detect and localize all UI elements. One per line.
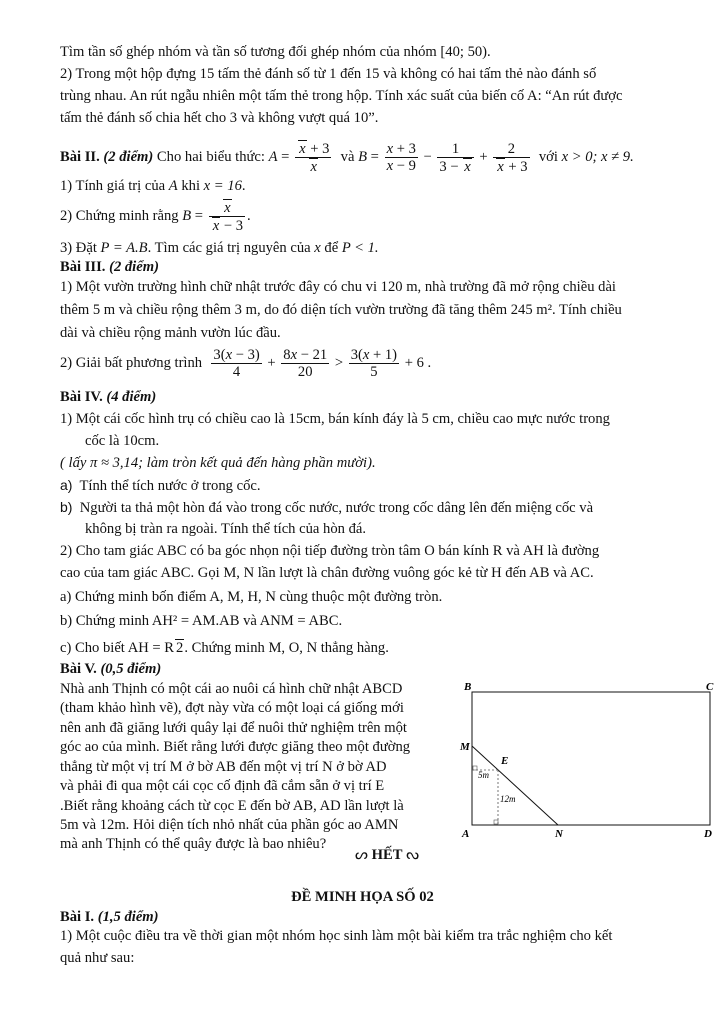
expr-A: $\frac{x + 3}{x}$ <box>295 140 331 175</box>
expr-B-term1: $\frac{x + 3}{x - 9}$ <box>386 141 416 175</box>
intro-line-3: trùng nhau. An rút ngẫu nhiên một tấm thẻ trong hộp. Tính xác suất của biến cố A: “An rút được <box>60 88 623 104</box>
bai3-line-1: 1) Một vườn trường hình chữ nhật trước đây có chu vi 120 m, nhà trường đã mở rộng chiều dài <box>60 279 616 295</box>
label-B: B <box>464 681 472 693</box>
expr-B-term2: $\frac{1}{3 - x}$ <box>437 141 473 175</box>
bai4-line-1: 1) Một cái cốc hình trụ có chiều cao là 15cm, bán kính đáy là 5 cm, chiều cao mực nước trong <box>60 411 610 427</box>
bai2-title: Bài II. <box>60 149 100 165</box>
bai4-header: Bài IV. (4 điểm) <box>60 389 157 405</box>
bai5-line: Nhà anh Thịnh có một cái ao nuôi cá hình chữ nhật ABCD <box>60 681 403 697</box>
bai2-lead: Cho hai biểu thức: <box>156 149 265 165</box>
right-angle-mark-2 <box>494 820 498 824</box>
bai2-q2: 2) Chứng minh rằng B = $\frac{x}{x - 3}$ . <box>60 200 251 235</box>
label-M: M <box>460 741 470 753</box>
bai2-and: và <box>340 149 355 165</box>
label-E: E <box>501 755 509 767</box>
bai5-line: (tham khảo hình vẽ), đợt này vừa có một loại cá giống mới <box>60 700 404 716</box>
bai5-line: góc ao của mình. Biết rằng lưới được giăng theo một đường <box>60 739 411 755</box>
bai5-header: Bài V. (0,5 điểm) <box>60 661 162 677</box>
right-angle-mark-1 <box>473 766 477 770</box>
de2-line-2: quả như sau: <box>60 950 135 966</box>
label-N: N <box>555 828 563 840</box>
ineq-term3: $\frac{3(x + 1)}{5}$ <box>350 347 398 381</box>
bai2-cond: x > 0; x ≠ 9. <box>561 149 634 165</box>
pond-figure <box>458 680 718 840</box>
net-line <box>472 746 558 825</box>
bai4-pb: b) Chứng minh AH² = AM.AB và ANM = ABC. <box>60 613 343 629</box>
bai4-line-2: cốc là 10cm. <box>85 433 160 449</box>
bai4-pc: c) Cho biết AH = R 2. Chứng minh M, O, N thẳng hàng. <box>60 640 389 656</box>
de2-heading: ĐỀ MINH HỌA SỐ 02 <box>291 889 434 905</box>
bai2-points: (2 điểm) <box>103 149 154 165</box>
bai3-line-2: thêm 5 m và chiều rộng thêm 3 m, do đó diện tích vườn trường đã tăng thêm 245 m². Tính chiều <box>60 302 622 318</box>
bai3-line-3: dài và chiều rộng mảnh vườn lúc đầu. <box>60 325 281 341</box>
bai4-pa: a) Chứng minh bốn điểm A, M, H, N cùng thuộc một đường tròn. <box>60 589 443 605</box>
bai4-part2-line-1: 2) Cho tam giác ABC có ba góc nhọn nội tiếp đường tròn tâm O bán kính R và AH là đường <box>60 543 600 559</box>
de2-line-1: 1) Một cuộc điều tra về thời gian một nhóm học sinh làm một bài kiểm tra trắc nghiệm cho kết <box>60 928 613 944</box>
bai2-q1: 1) Tính giá trị của A khi x = 16. <box>60 178 246 194</box>
bai3-header: Bài III. (2 điểm) <box>60 259 159 275</box>
label-D: D <box>704 828 712 840</box>
bai5-line: .Biết rằng khoảng cách từ cọc E đến bờ AB, AD lần lượt là <box>60 798 404 814</box>
bai4-note: ( lấy π ≈ 3,14; làm tròn kết quả đến hàng phần mười). <box>60 455 376 471</box>
bai2-q3: 3) Đặt P = A.B. Tìm các giá trị nguyên của x để P < 1. <box>60 240 379 256</box>
bai2-header: Bài II. (2 điểm) Cho hai biểu thức: A = $\frac{x + 3}{x}$ và B = $\frac{x + 3}{x - 9}$ − $\frac{1}{3 - x}$ + $\frac{2}{x + 3}$ với x > 0; x ≠ 9. <box>60 140 634 176</box>
label-12m: 12m <box>500 794 516 804</box>
expr-B-term3: $\frac{2}{x + 3}$ <box>493 141 529 175</box>
bai4-b1: b) Người ta thả một hòn đá vào trong cốc nước, nước trong cốc dâng lên đến miệng cốc và <box>60 499 594 516</box>
ineq-term2: $\frac{8x - 21}{20}$ <box>283 347 328 381</box>
bai3-q2: 2) Giải bất phương trình $\frac{3(x - 3)}{4}$ + $\frac{8x - 21}{20}$ > $\frac{3(x + 1)}{5}$ + 6 . <box>60 347 432 381</box>
bai5-line: nên anh đã giăng lưới quây lại để nuôi thử nghiệm trên một <box>60 720 407 736</box>
bai4-b2: không bị tràn ra ngoài. Tính thể tích của hòn đá. <box>85 521 366 537</box>
bai4-part2-line-2: cao của tam giác ABC. Gọi M, N lần lượt là chân đường vuông góc kẻ từ H đến AB và AC. <box>60 565 594 581</box>
bai5-line: mà anh Thịnh có thể quây được là bao nhiêu? <box>60 836 327 852</box>
label-A: A <box>462 828 470 840</box>
bai5-line: thẳng từ một vị trí M ở bờ AB đến một vị trí N ở bờ AD <box>60 759 387 775</box>
intro-line-2: 2) Trong một hộp đựng 15 tấm thẻ đánh số từ 1 đến 15 và không có hai tấm thẻ nào đánh số <box>60 66 597 82</box>
de2-header: Bài I. (1,5 điểm) <box>60 909 159 925</box>
intro-line-4: tấm thẻ đánh số chia hết cho 3 và không vượt quá 10”. <box>60 110 379 126</box>
bai4-a: a) Tính thể tích nước ở trong cốc. <box>60 477 261 494</box>
bai5-line: 5m và 12m. Hỏi diện tích nhỏ nhất của phần góc ao AMN <box>60 817 399 833</box>
end-mark: ᔕ HẾT ᔓ <box>355 847 420 863</box>
label-5m: 5m <box>478 770 489 780</box>
intro-line-1: Tìm tần số ghép nhóm và tần số tương đối ghép nhóm của nhóm [40; 50). <box>60 44 491 60</box>
bai2-cond-word: với <box>538 149 558 165</box>
bai5-line: và phải đi qua một cái cọc cố định đã cắm sẵn ở vị trí E <box>60 778 385 794</box>
expr-B-simplified: $\frac{x}{x - 3}$ <box>209 199 245 234</box>
label-C: C <box>706 681 714 693</box>
ineq-term1: $\frac{3(x - 3)}{4}$ <box>213 347 260 381</box>
